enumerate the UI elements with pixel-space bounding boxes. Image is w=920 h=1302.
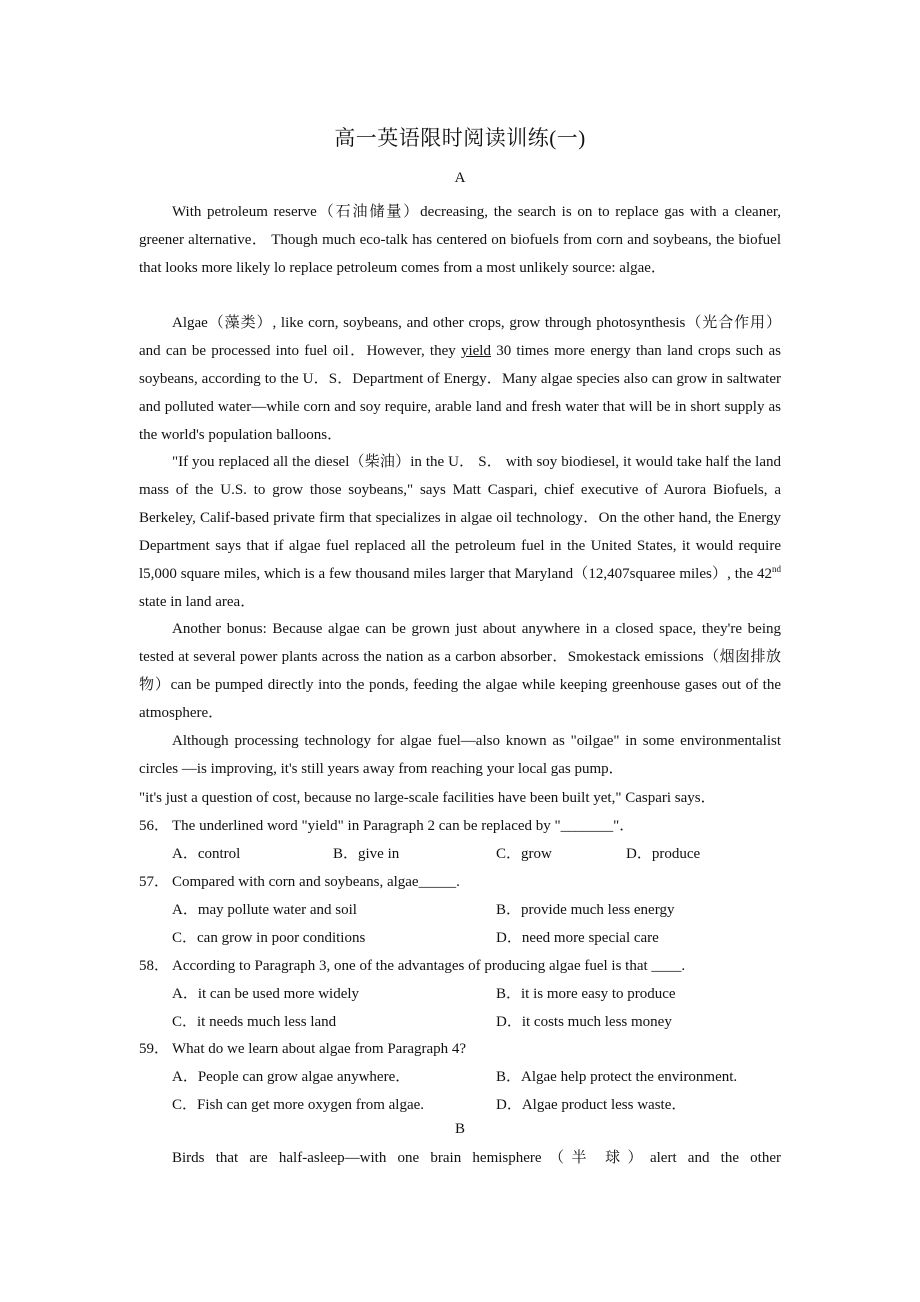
q56-option-a: A．control xyxy=(172,846,241,862)
section-b-label: B xyxy=(454,1121,465,1137)
q59-option-d: D．Algae product less waste． xyxy=(496,1097,687,1113)
passage-a-paragraph-5: Although processing technology for algae fuel—also known as "oilgae" in some environmentalist circles —is improving, it's still years away from reaching your local gas pump． xyxy=(139,733,781,777)
q58-option-b: B．it is more easy to produce xyxy=(496,986,676,1002)
q57-option-b: B．provide much less energy xyxy=(496,902,675,918)
q59-option-a: A．People can grow algae anywhere． xyxy=(172,1069,411,1085)
q56-option-d: D．produce xyxy=(626,846,701,862)
passage-a-paragraph-4: Another bonus: Because algae can be grown just about anywhere in a closed space, they're being tested at several power plants across the nation as a carbon absorber．Smokestack emissions（烟囱排放物）can be pumped directly into the ponds, feeding the algae while keeping greenhouse gases out of the atmosphere． xyxy=(139,621,781,721)
q59-option-b: B．Algae help protect the environment. xyxy=(496,1069,738,1085)
q58-option-a: A．it can be used more widely xyxy=(172,986,360,1002)
q57-option-d: D．need more special care xyxy=(496,930,659,946)
passage-a-paragraph-6: "it's just a question of cost, because no large-scale facilities have been built yet," Caspari says． xyxy=(139,790,716,806)
question-56: 56． The underlined word "yield" in Paragraph 2 can be replaced by "_______"． xyxy=(139,818,635,834)
passage-b-paragraph-1: Birds that are half-asleep—with one brain hemisphere（半 球）alert and the other xyxy=(172,1150,781,1166)
question-57: 57． Compared with corn and soybeans, algae_____. xyxy=(139,874,460,890)
question-58: 58． According to Paragraph 3, one of the advantages of producing algae fuel is that ____. xyxy=(139,958,686,974)
q57-option-a: A．may pollute water and soil xyxy=(172,902,357,918)
q58-option-c: C．it needs much less land xyxy=(172,1014,337,1030)
underlined-word-yield: yield xyxy=(460,342,491,359)
q56-option-c: C．grow xyxy=(496,846,552,862)
q56-option-b: B．give in xyxy=(333,846,400,862)
q58-option-d: D．it costs much less money xyxy=(496,1014,672,1030)
passage-a-paragraph-2: Algae（藻类）, like corn, soybeans, and other crops, grow through photosynthesis（光合作用）and can be processed into fuel oil．However, they yield 30 times more energy than land crops such as soybeans, according to the U．S．Department of Energy．Many algae species also can grow in saltwater and polluted water—while corn and soy require, arable land and fresh water that will be in short supply as the world's population balloons． xyxy=(139,315,781,443)
section-a-label: A xyxy=(454,170,466,186)
question-59: 59． What do we learn about algae from Paragraph 4? xyxy=(139,1041,467,1057)
passage-a-paragraph-3: "If you replaced all the diesel（柴油）in the U． S． with soy biodiesel, it would take half the land mass of the U.S. to grow those soybeans," says Matt Caspari, chief executive of Aurora Biofuels, a Berkeley, Calif-based private firm that specializes in algae oil technology．On the other hand, the Energy Department says that if algae fuel replaced all the petroleum fuel in the United States, it would require l5,000 square miles, which is a few thousand miles larger that Maryland（12,407squaree miles）, the 42nd state in land area． xyxy=(139,454,781,610)
q57-option-c: C．can grow in poor conditions xyxy=(172,930,366,946)
passage-a-paragraph-1: With petroleum reserve（石油储量）decreasing, the search is on to replace gas with a cleaner, greener alternative． Though much eco-talk has centered on biofuels from corn and soybeans, the biofuel that looks more likely lo replace petroleum comes from a most unlikely source: algae． xyxy=(139,204,781,276)
q59-option-c: C．Fish can get more oxygen from algae. xyxy=(172,1097,425,1113)
page-title: 高一英语限时阅读训练(一) xyxy=(334,126,586,150)
